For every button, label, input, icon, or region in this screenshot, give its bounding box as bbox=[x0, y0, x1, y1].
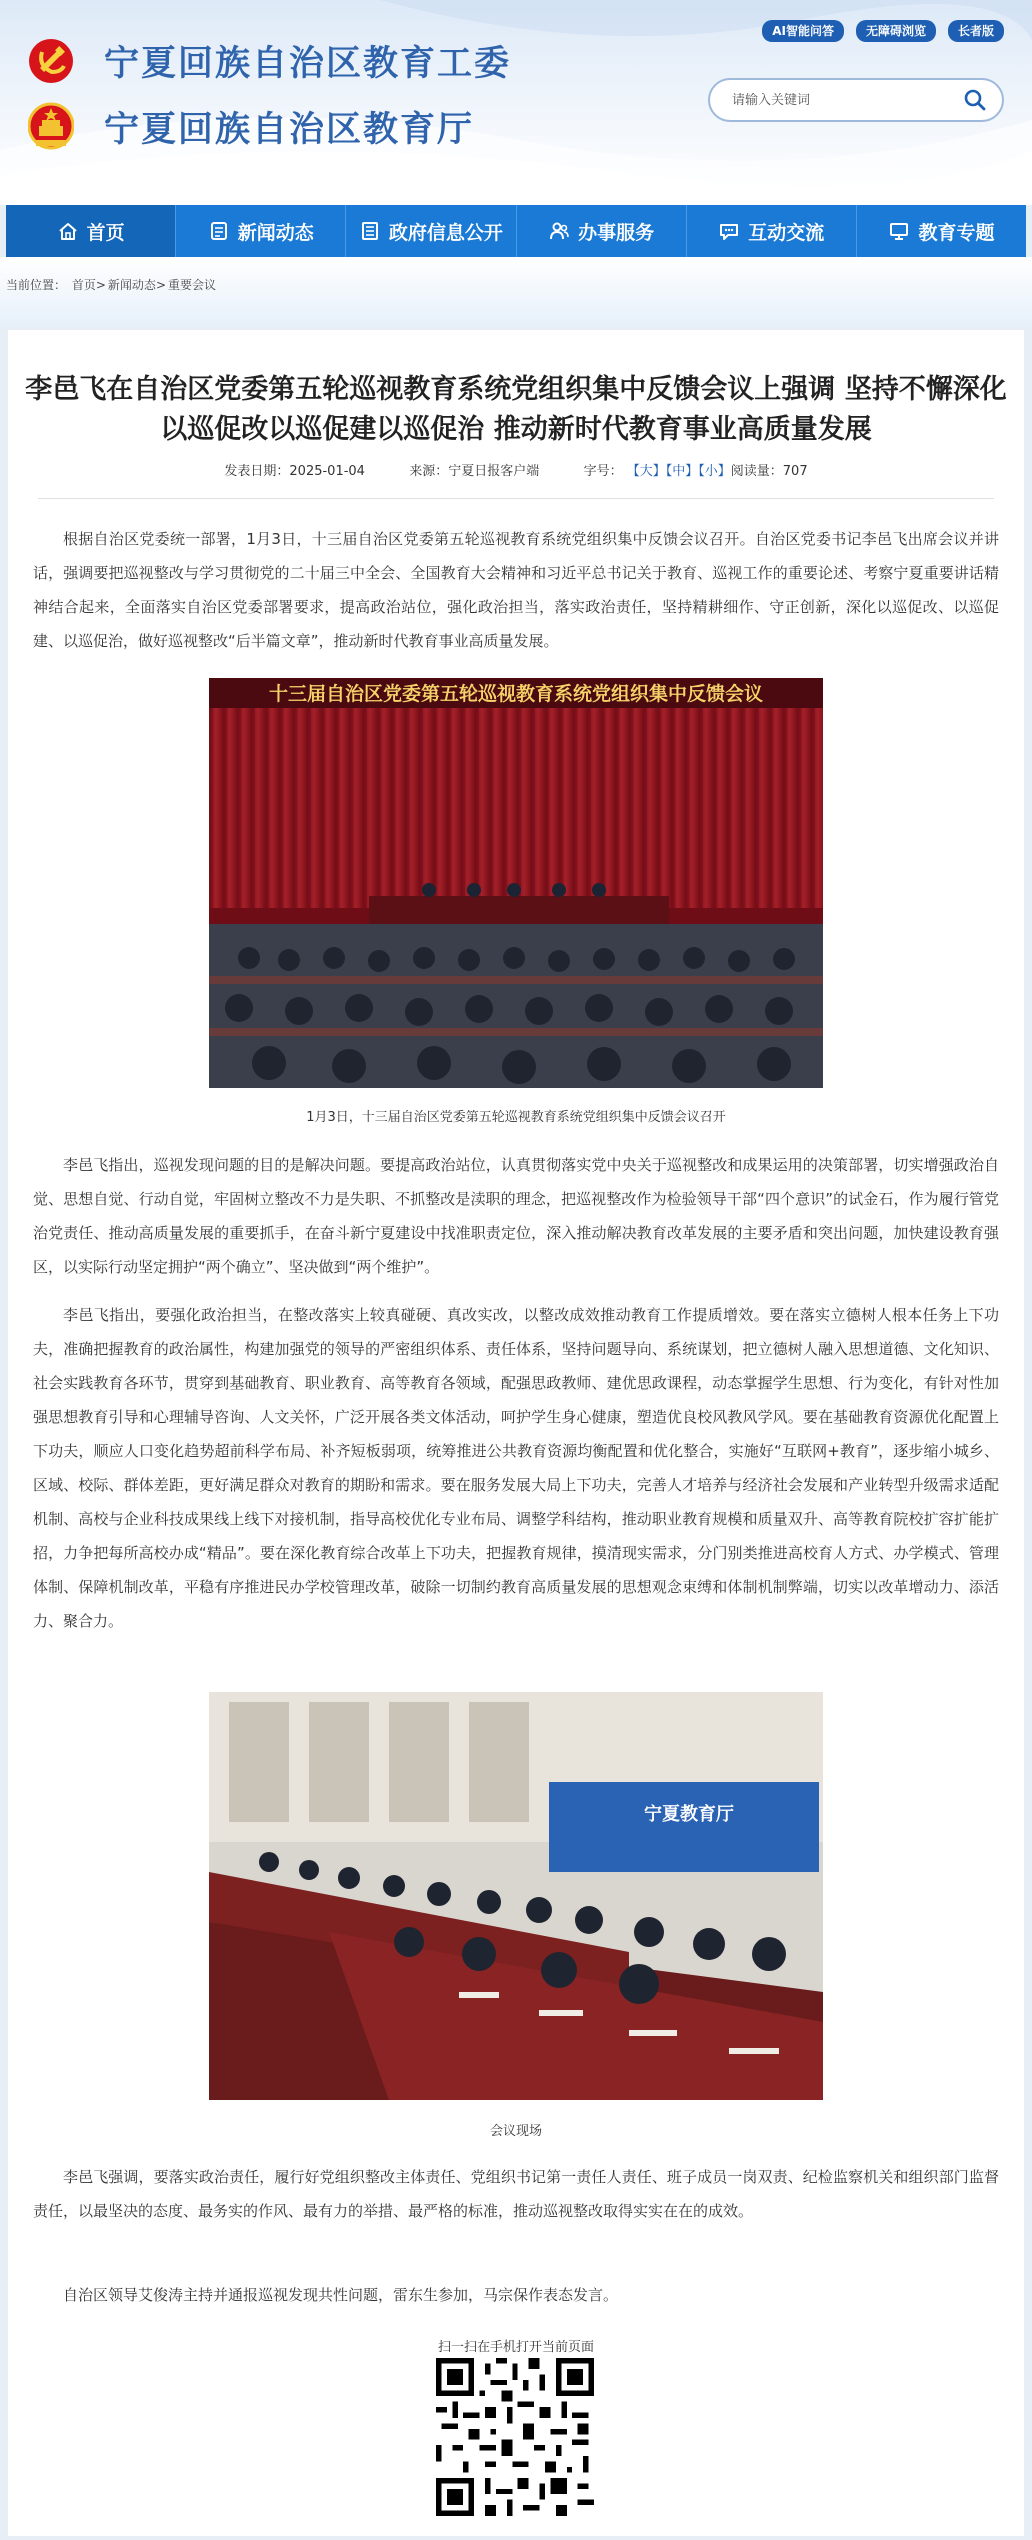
top-links bbox=[762, 20, 1004, 42]
source-label: 来源： bbox=[409, 464, 449, 479]
view-count: 707 bbox=[782, 464, 808, 479]
home-icon bbox=[57, 220, 79, 242]
nav-home-label: 首页 bbox=[86, 221, 125, 244]
nav-gov-info[interactable] bbox=[346, 205, 516, 257]
date-label: 发表日期： bbox=[224, 464, 290, 479]
article-source: 宁夏日报客户端 bbox=[448, 464, 540, 479]
nav-interaction[interactable] bbox=[687, 205, 857, 257]
nav-services[interactable] bbox=[517, 205, 687, 257]
nav-topics[interactable] bbox=[857, 205, 1026, 257]
breadcrumb bbox=[6, 276, 216, 293]
photo1-caption: 1月3日，十三届自治区党委第五轮巡视教育系统党组织集中反馈会议召开 bbox=[306, 1110, 726, 1125]
photo1-banner-text: 十三届自治区党委第五轮巡视教育系统党组织集中反馈会议 bbox=[268, 683, 764, 705]
photo2-sign-text: 宁夏教育厅 bbox=[644, 1804, 734, 1825]
org-title-party: 宁夏回族自治区教育工委 bbox=[104, 44, 512, 84]
search-input[interactable] bbox=[732, 93, 962, 108]
monitor-icon bbox=[888, 220, 910, 242]
breadcrumb-prefix: 当前位置： bbox=[6, 278, 67, 292]
breadcrumb-separator: > bbox=[95, 278, 106, 292]
article-meta bbox=[8, 460, 1024, 479]
font-medium-button[interactable]: 【中】 bbox=[665, 464, 699, 479]
views-label: 阅读量： bbox=[730, 464, 783, 479]
nav-services-label: 办事服务 bbox=[578, 221, 655, 244]
meeting-photo-2 bbox=[209, 1692, 823, 2100]
article-card bbox=[8, 330, 1024, 2536]
document-icon bbox=[359, 220, 381, 242]
font-size-label: 字号： bbox=[583, 464, 623, 479]
paragraph-4: 李邑飞强调，要落实政治责任，履行好党组织整改主体责任、党组织书记第一责任人责任、班子成员一岗双责、纪检监察机关和组织部门监督责任，以最坚决的态度、最务实的作风、最有力的举措、最严格的标准，推动巡视整改取得实实在在的成效。 bbox=[33, 2168, 999, 2220]
site-header bbox=[0, 0, 1032, 205]
paragraph-1: 根据自治区党委统一部署，1月3日，十三届自治区党委第五轮巡视教育系统党组织集中反馈会议召开。自治区党委书记李邑飞出席会议并讲话，强调要把巡视整改与学习贯彻党的二十届三中全会、全国教育大会精神和习近平总书记关于教育、巡视工作的重要论述、考察宁夏重要讲话精神结合起来，全面落实自治区党委部署要求，提高政治站位，强化政治担当，落实政治责任，坚持精耕细作、守正创新，深化以巡促改、以巡促建、以巡促治，做好巡视整改“后半篇文章”，推动新时代教育事业高质量发展。 bbox=[33, 530, 999, 650]
breadcrumb-meetings[interactable]: 重要会议 bbox=[168, 278, 217, 292]
org-title-education: 宁夏回族自治区教育厅 bbox=[104, 110, 475, 150]
breadcrumb-separator: > bbox=[155, 278, 166, 292]
breadcrumb-home[interactable]: 首页 bbox=[71, 278, 96, 292]
users-icon bbox=[548, 220, 570, 242]
party-emblem-icon bbox=[28, 38, 74, 84]
paragraph-5: 自治区领导艾俊涛主持并通报巡视发现共性问题，雷东生参加，马宗保作表态发言。 bbox=[63, 2286, 619, 2304]
nav-news[interactable] bbox=[176, 205, 346, 257]
chat-icon bbox=[718, 220, 740, 242]
qr-code-icon bbox=[436, 2358, 594, 2516]
paragraph-2: 李邑飞指出，巡视发现问题的目的是解决问题。要提高政治站位，认真贯彻落实党中央关于巡视整改和成果运用的决策部署，切实增强政治自觉、思想自觉、行动自觉，牢固树立整改不力是失职、不抓整改是渎职的理念，把巡视整改作为检验领导干部“四个意识”的试金石，作为履行管党治党责任、推动高质量发展的重要抓手，在奋斗新宁夏建设中找准职责定位，深入推动解决教育改革发展的主要矛盾和突出问题，加快建设教育强区，以实际行动坚定拥护“两个确立”、坚决做到“两个维护”。 bbox=[33, 1156, 999, 1276]
publish-date: 2025-01-04 bbox=[289, 464, 365, 479]
nav-home[interactable] bbox=[6, 205, 176, 257]
paragraph-3: 李邑飞指出，要强化政治担当，在整改落实上较真碰硬、真改实改，以整改成效推动教育工作提质增效。要在落实立德树人根本任务上下功夫，准确把握教育的政治属性，构建加强党的领导的严密组织体系、责任体系，坚持问题导向、系统谋划，把立德树人融入思想道德、文化知识、社会实践教育各环节，贯穿到基础教育、职业教育、高等教育各领域，配强思政教师、建优思政课程，动态掌握学生思想、行为变化，有针对性加强思想教育引导和心理辅导咨询、人文关怀，广泛开展各类文体活动，呵护学生身心健康，塑造优良校风教风学风。要在基础教育资源优化配置上下功夫，顺应人口变化趋势超前科学布局、补齐短板弱项，统筹推进公共教育资源均衡配置和优化整合，实施好“互联网+教育”，逐步缩小城乡、区域、校际、群体差距，更好满足群众对教育的期盼和需求。要在服务发展大局上下功夫，完善人才培养与经济社会发展和产业转型升级需求适配机制、高校与企业科技成果线上线下对接机制，指导高校优化专业布局、调整学科结构，推动职业教育规模和质量双升、高等教育院校扩容扩能扩招，力争把每所高校办成“精品”。要在深化教育综合改革上下功夫，把握教育规律，摸清现实需求，分门别类推进高校育人方式、办学模式、管理体制、保障机制改革，平稳有序推进民办学校管理改革，破除一切制约教育高质量发展的思想观念束缚和体制机制弊端，切实以改革增动力、添活力、聚合力。 bbox=[33, 1306, 999, 1630]
breadcrumb-news[interactable]: 新闻动态 bbox=[107, 278, 156, 292]
photo2-caption: 会议现场 bbox=[489, 2124, 542, 2139]
nav-gov-info-label: 政府信息公开 bbox=[388, 221, 503, 244]
nav-interaction-label: 互动交流 bbox=[748, 221, 825, 244]
qr-label: 扫一扫在手机打开当前页面 bbox=[437, 2340, 594, 2355]
ai-qa-link[interactable]: AI智能问答 bbox=[762, 20, 844, 42]
meta-divider bbox=[38, 498, 994, 499]
news-icon bbox=[208, 220, 230, 242]
main-nav bbox=[6, 205, 1026, 257]
search-box bbox=[708, 78, 1004, 122]
font-large-button[interactable]: 【大】 bbox=[626, 464, 666, 479]
org-row-party bbox=[28, 36, 511, 86]
nav-topics-label: 教育专题 bbox=[918, 221, 995, 244]
nav-news-label: 新闻动态 bbox=[237, 221, 314, 244]
font-small-button[interactable]: 【小】 bbox=[698, 464, 731, 479]
elder-mode-link[interactable]: 长者版 bbox=[948, 20, 1004, 42]
national-emblem-icon bbox=[28, 102, 74, 152]
org-row-education bbox=[28, 102, 474, 152]
search-icon[interactable] bbox=[962, 87, 988, 113]
meeting-photo-1 bbox=[209, 678, 823, 1088]
article-title: 李邑飞在自治区党委第五轮巡视教育系统党组织集中反馈会议上强调 坚持不懈深化以巡促改以巡促建以巡促治 推动新时代教育事业高质量发展 bbox=[25, 374, 1007, 445]
accessibility-link[interactable]: 无障碍浏览 bbox=[856, 20, 936, 42]
